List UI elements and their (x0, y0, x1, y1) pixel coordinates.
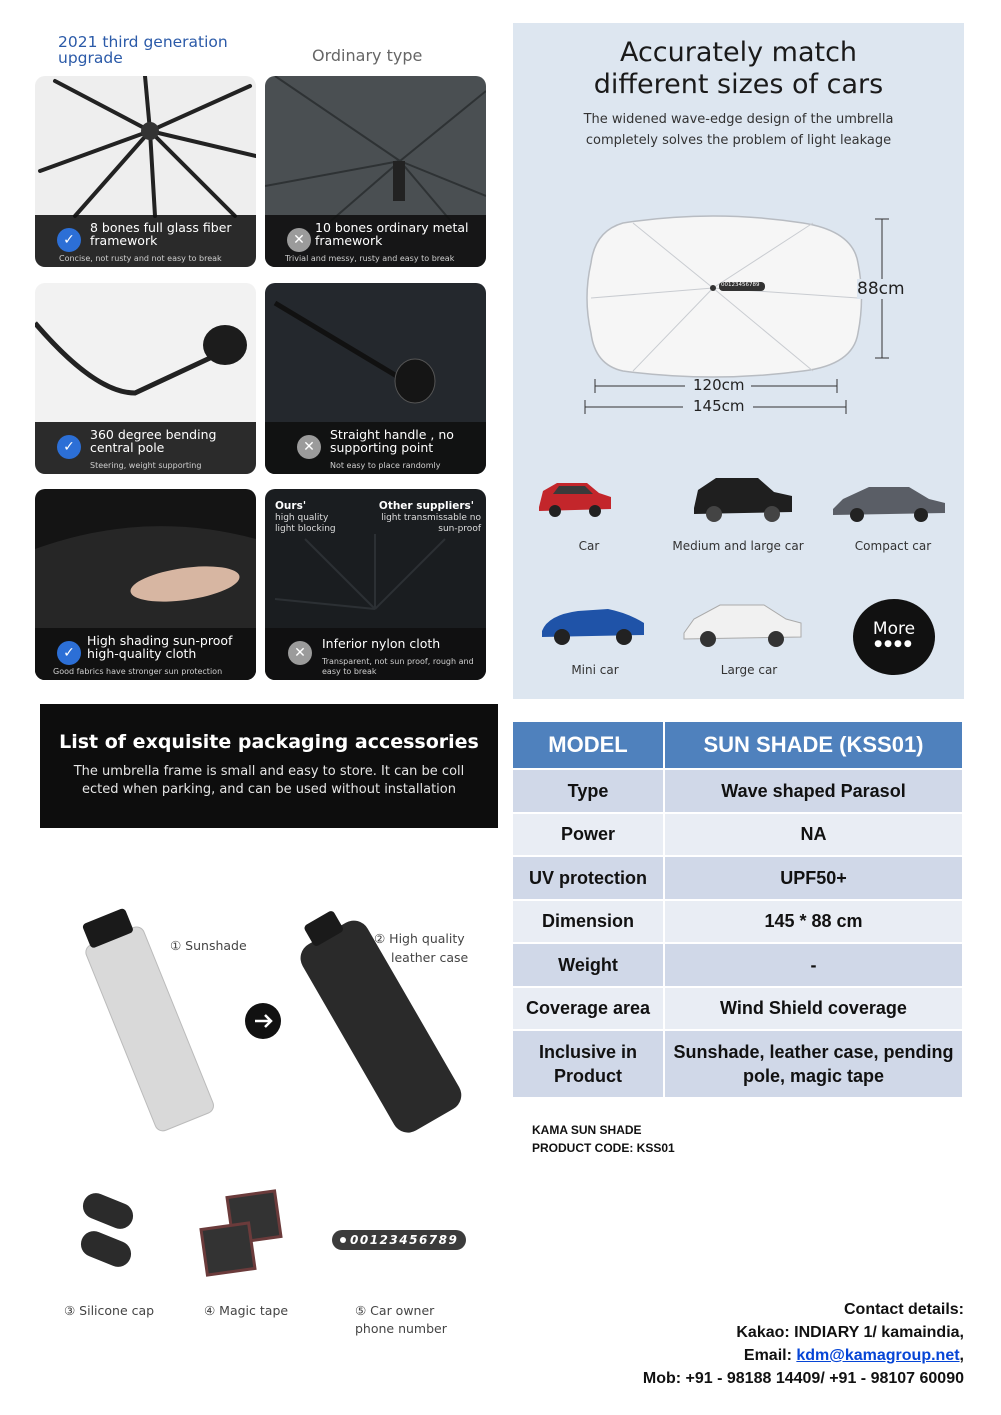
tile-caption (265, 215, 486, 267)
tile-glass-fiber-frame (35, 76, 256, 267)
packaging-description: The umbrella frame is small and easy to store. It can be coll ected when parking, and can be used without installation (73, 764, 465, 797)
tile-bending-pole (35, 283, 256, 474)
tile-caption (35, 628, 256, 680)
silicone-cap-illustration (74, 1190, 144, 1275)
spec-label: Inclusive in Product (513, 1031, 665, 1099)
spec-value: Sunshade, leather case, pending pole, magic tape (665, 1031, 964, 1099)
spec-label: Power (513, 814, 665, 858)
tile-caption (265, 628, 486, 680)
spec-label: Weight (513, 944, 665, 988)
email-link[interactable]: kdm@kamagroup.net (796, 1347, 960, 1364)
spec-value: 145 * 88 cm (665, 901, 964, 945)
tile-title: 8 bones full glass fiber framework (90, 220, 232, 248)
tile-caption (265, 422, 486, 474)
car-size-label-medium-large: Medium and large car (672, 539, 804, 553)
upgrade-heading: 2021 third generation upgrade (58, 33, 228, 67)
car-blue-sports-image (538, 595, 648, 650)
tile-metal-frame (265, 76, 486, 267)
magic-tape-illustration (198, 1188, 288, 1288)
size-panel-subtitle: The widened wave-edge design of the umbrella completely solves the problem of light leakage (583, 112, 894, 148)
silicone-cap-label: ③ Silicone cap (64, 1303, 155, 1318)
product-info (532, 1121, 675, 1157)
contact-block (643, 1298, 964, 1390)
tile-title: 360 degree bending central pole (90, 427, 217, 455)
check-icon: ✓ (57, 641, 81, 665)
tile-title: 10 bones ordinary metal framework (315, 220, 469, 248)
car-size-panel (513, 23, 964, 699)
tile-note: Transparent, not sun proof, rough and easy to break (322, 657, 474, 676)
car-size-label-car: Car (578, 539, 600, 553)
spec-row (513, 814, 964, 858)
tile-note: Good fabrics have stronger sun protection (53, 667, 223, 676)
spec-row (513, 1031, 964, 1099)
product-code: PRODUCT CODE: KSS01 (532, 1141, 675, 1155)
tile-title: Straight handle , no supporting point (330, 427, 454, 455)
tile-shading-cloth (35, 489, 256, 680)
leather-case-label-line2: leather case (391, 950, 469, 965)
ordinary-heading: Ordinary type (312, 46, 423, 65)
contact-kakao: Kakao: INDIARY 1/ kamaindia, (736, 1324, 964, 1341)
check-icon: ✓ (57, 228, 81, 252)
spec-value: - (665, 944, 964, 988)
tile-note: Not easy to place randomly (330, 461, 441, 470)
spec-value: Wave shaped Parasol (665, 770, 964, 814)
email-label: Email: (743, 1347, 797, 1364)
spec-row (513, 901, 964, 945)
car-red-suv-image (535, 473, 615, 523)
tile-note: Steering, weight supporting (90, 461, 202, 470)
check-icon: ✓ (57, 435, 81, 459)
tile-nylon-cloth (265, 489, 486, 680)
tile-title: High shading sun-proof high-quality cloth (87, 633, 233, 661)
spec-label: Type (513, 770, 665, 814)
more-cars-button[interactable] (853, 599, 935, 675)
outer-width-label: 145cm (693, 397, 745, 415)
spec-header-row (513, 722, 964, 770)
spec-value: UPF50+ (665, 857, 964, 901)
spec-value: Wind Shield coverage (665, 988, 964, 1032)
inner-width-label: 120cm (693, 376, 745, 394)
product-name: KAMA SUN SHADE (532, 1123, 642, 1137)
leather-case-label-line1: ② High quality (374, 931, 465, 946)
magic-tape-label: ④ Magic tape (204, 1303, 289, 1318)
others-note: light transmissable no sun-proof (381, 513, 481, 534)
spec-header-label: MODEL (513, 722, 665, 770)
spec-value: NA (665, 814, 964, 858)
car-size-label-large: Large car (720, 663, 778, 677)
car-black-suv-image (688, 468, 798, 528)
spec-label: Dimension (513, 901, 665, 945)
phone-number-label-line2: phone number (355, 1321, 447, 1336)
spec-label: Coverage area (513, 988, 665, 1032)
car-size-label-compact: Compact car (854, 539, 932, 553)
spec-header-value: SUN SHADE (KSS01) (665, 722, 964, 770)
plate-number: 00123456789 (350, 1233, 459, 1247)
tile-caption (35, 422, 256, 474)
contact-mobile: Mob: +91 - 98188 14409/ +91 - 98107 60090 (642, 1370, 964, 1387)
more-dots-icon: ●●●● (874, 639, 914, 649)
ours-note: high quality light blocking (275, 513, 336, 534)
size-panel-title: Accurately match different sizes of cars (593, 37, 884, 100)
diagram-tag-number: 00123456789 (721, 282, 760, 288)
car-grey-sedan-image (829, 475, 949, 525)
tile-note: Trivial and messy, rusty and easy to break (285, 254, 455, 263)
tile-caption (35, 215, 256, 267)
cross-icon: ✕ (297, 435, 321, 459)
more-label: More (872, 619, 916, 639)
ours-label: Ours' (275, 500, 307, 512)
car-size-label-mini: Mini car (571, 663, 619, 677)
packaging-banner (40, 704, 498, 828)
contact-heading: Contact details: (843, 1301, 964, 1318)
spec-row (513, 857, 964, 901)
cross-icon: ✕ (287, 228, 311, 252)
tile-title: Inferior nylon cloth (322, 636, 441, 651)
spec-row (513, 988, 964, 1032)
email-suffix: , (959, 1347, 964, 1364)
contact-email-line (643, 1344, 964, 1367)
spec-label: UV protection (513, 857, 665, 901)
plate-dot (340, 1237, 346, 1243)
tile-straight-handle (265, 283, 486, 474)
others-label: Other suppliers' (378, 500, 474, 512)
car-white-sedan-image (680, 593, 805, 653)
spec-table (513, 722, 964, 1099)
packaging-title: List of exquisite packaging accessories (59, 731, 479, 753)
tile-note: Concise, not rusty and not easy to break (59, 254, 222, 263)
spec-row (513, 770, 964, 814)
cross-icon: ✕ (288, 641, 312, 665)
sunshade-label: ① Sunshade (170, 938, 247, 953)
phone-number-label-line1: ⑤ Car owner (355, 1303, 435, 1318)
phone-number-plate (332, 1230, 466, 1250)
spec-row (513, 944, 964, 988)
height-label: 88cm (857, 279, 905, 299)
